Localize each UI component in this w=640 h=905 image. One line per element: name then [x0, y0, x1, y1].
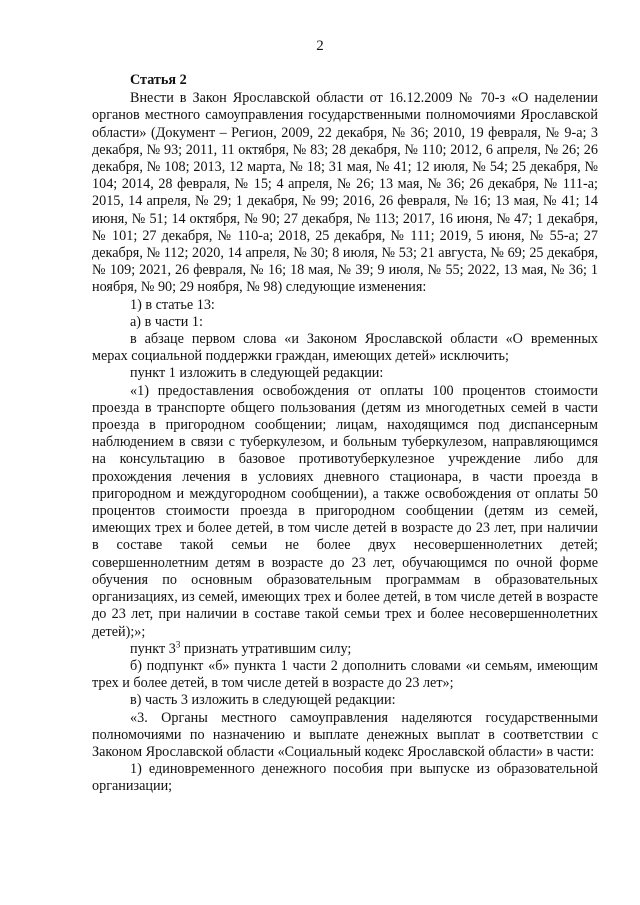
punkt-3-superscript: 3 — [175, 638, 181, 649]
punkt-3-suffix: признать утратившим силу; — [180, 640, 352, 657]
document-body — [92, 72, 598, 796]
paragraph-item-v: в) часть 3 изложить в следующей редакции: — [130, 692, 396, 709]
paragraph-punkt-3 — [92, 638, 598, 658]
paragraph-item-1: 1) в статье 13: — [130, 296, 215, 313]
paragraph-quote-part-3: «3. Органы местного самоуправления наделяются государственными полномочиями по назначению и выплате денежных выплат в соответствии с Законом Ярославской области «Социальный кодекс Ярославской области» в части: — [92, 709, 598, 760]
paragraph-item-b: б) подпункт «б» пункта 1 части 2 дополнить словами «и семьям, имеющим трех и более детей, в том числе детей в возрасте до 23 лет»; — [92, 657, 598, 692]
punkt-3-prefix: пункт 3 — [130, 640, 176, 657]
paragraph-item-a: а) в части 1: — [130, 313, 203, 330]
article-heading: Статья 2 — [130, 72, 187, 88]
paragraph-intro: Внести в Закон Ярославской области от 16.12.2009 № 70-з «О наделении органов местного самоуправления государственными полномочиями Ярославской области» (Документ – Регион, 2009, 22 декабря, № 36; 2010, 19 февраля, № 9-а; 3 декабря, № 93; 2011, 11 октября, № 83; 28 декабря, № 110; 2012, 6 апреля, № 26; 26 декабря, № 108; 2013, 12 марта, № 18; 31 мая, № 41; 12 июля, № 54; 25 декабря, № 104; 2014, 28 февраля, № 15; 4 апреля, № 26; 13 мая, № 36; 26 декабря, № 111-а; 2015, 14 апреля, № 29; 1 декабря, № 99; 2016, 26 февраля, № 16; 13 мая, № 41; 14 июня, № 51; 14 октября, № 90; 27 декабря, № 113; 2017, 16 июня, № 47; 1 декабря, № 101; 27 декабря, № 110-а; 2018, 25 декабря, № 111; 2019, 5 июня, № 55-а; 27 декабря, № 112; 2020, 14 апреля, № 30; 8 июля, № 53; 21 августа, № 69; 25 декабря, № 109; 2021, 26 февраля, № 16; 18 мая, № 39; 9 июля, № 55; 2022, 13 мая, № 36; 1 ноября, № 90; 29 ноября, № 98) следующие изменения: — [92, 90, 598, 296]
paragraph-last: 1) единовременного денежного пособия при выпуске из образовательной организации; — [92, 761, 598, 795]
page-number: 2 — [316, 38, 324, 54]
paragraph-quote-punkt-1: «1) предоставления освобождения от оплаты 100 процентов стоимости проезда в транспорте общего пользования (детям из многодетных семей в части проезда в пригородном сообщении; лицам, находящимся под диспансерным наблюдением в связи с туберкулезом, и больным туберкулезом, направляющимся на консультацию в базовое противотуберкулезное учреждение либо для прохождения лечения в условиях дневного стационара, в части проезда в пригородном и междугородном сообщении), а также освобождения от оплаты 50 процентов стоимости проезда в пригородном сообщении (детям из семей, имеющих трех и более детей, в том числе детей в возрасте до 23 лет, при наличии в составе такой семьи не более двух несовершеннолетних детей; совершеннолетним детям в возрасте до 23 лет, обучающимся по очной форме обучения по основным образовательным программам в образовательных организациях, из семей, имеющих трех и более детей, в том числе детей в возрасте до 23 лет, при наличии в составе такой семьи трех и более несовершеннолетних детей);»; — [92, 382, 598, 640]
paragraph-punkt-1: пункт 1 изложить в следующей редакции: — [130, 365, 384, 382]
paragraph-abzac: в абзаце первом слова «и Законом Ярославской области «О временных мерах социальной поддержки граждан, имеющих детей» исключить; — [92, 331, 598, 365]
